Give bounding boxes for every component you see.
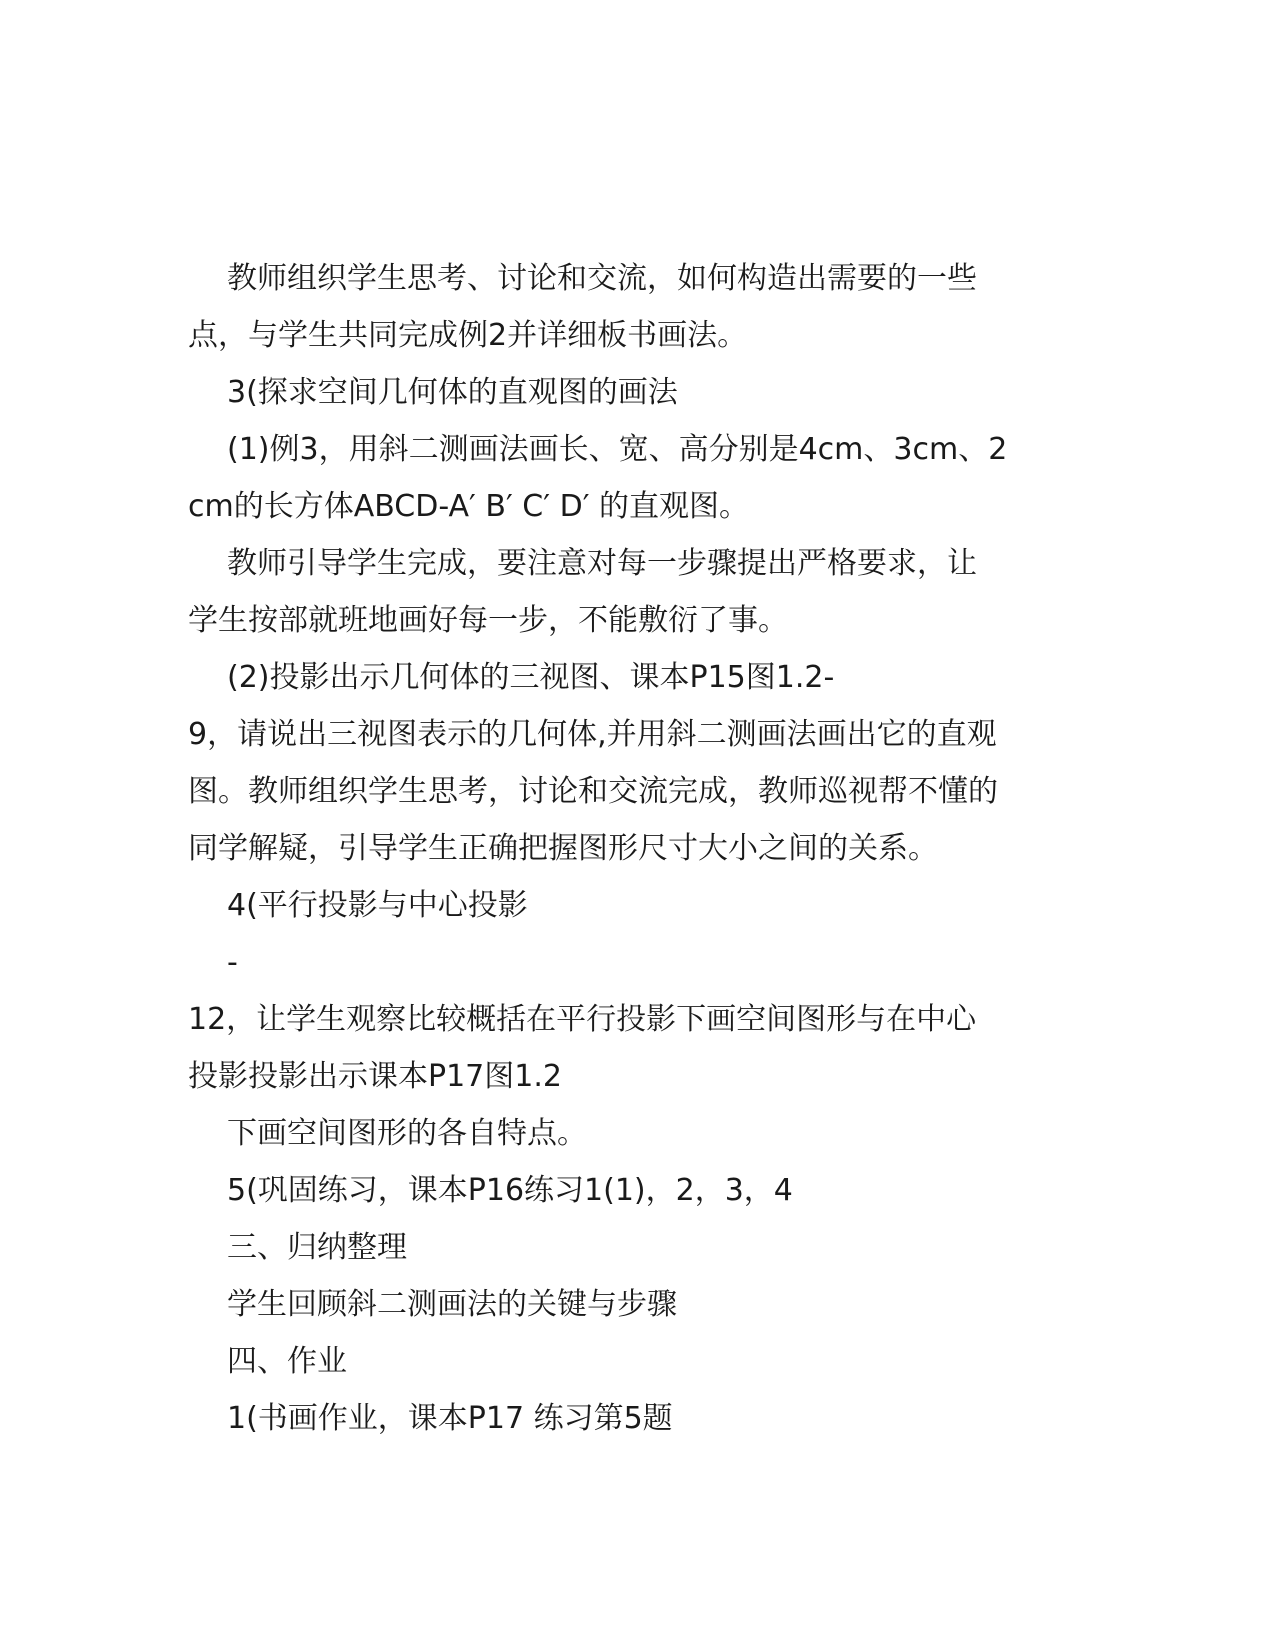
- paragraph-line: 9，请说出三视图表示的几何体,并用斜二测画法画出它的直观: [188, 717, 997, 752]
- paragraph-line: -: [227, 945, 238, 980]
- section-heading: 四、作业: [227, 1344, 347, 1379]
- paragraph-line: (2)投影出示几何体的三视图、课本P15图1.2-: [227, 660, 835, 695]
- paragraph-line: 下画空间图形的各自特点。: [227, 1116, 587, 1151]
- paragraph-line: 教师组织学生思考、讨论和交流，如何构造出需要的一些: [227, 261, 977, 296]
- paragraph-line: 5(巩固练习，课本P16练习1(1)，2，3，4: [227, 1173, 793, 1208]
- paragraph-line: 12，让学生观察比较概括在平行投影下画空间图形与在中心: [188, 1002, 977, 1037]
- paragraph-line: 图。教师组织学生思考，讨论和交流完成，教师巡视帮不懂的: [188, 774, 998, 809]
- paragraph-line: cm的长方体ABCD-A′ B′ C′ D′ 的直观图。: [188, 489, 750, 524]
- paragraph-line: 教师引导学生完成，要注意对每一步骤提出严格要求，让: [227, 546, 977, 581]
- paragraph-line: 点，与学生共同完成例2并详细板书画法。: [188, 318, 748, 353]
- paragraph-line: 投影投影出示课本P17图1.2: [188, 1059, 562, 1094]
- paragraph-line: (1)例3，用斜二测画法画长、宽、高分别是4cm、3cm、2: [227, 432, 1008, 467]
- paragraph-line: 学生回顾斜二测画法的关键与步骤: [227, 1287, 677, 1322]
- section-heading: 三、归纳整理: [227, 1230, 407, 1265]
- document-body: [188, 250, 1088, 1447]
- paragraph-line: 1(书画作业，课本P17 练习第5题: [227, 1401, 673, 1436]
- paragraph-line: 3(探求空间几何体的直观图的画法: [227, 375, 678, 410]
- paragraph-line: 学生按部就班地画好每一步，不能敷衍了事。: [188, 603, 788, 638]
- paragraph-line: 同学解疑，引导学生正确把握图形尺寸大小之间的关系。: [188, 831, 938, 866]
- paragraph-line: 4(平行投影与中心投影: [227, 888, 528, 923]
